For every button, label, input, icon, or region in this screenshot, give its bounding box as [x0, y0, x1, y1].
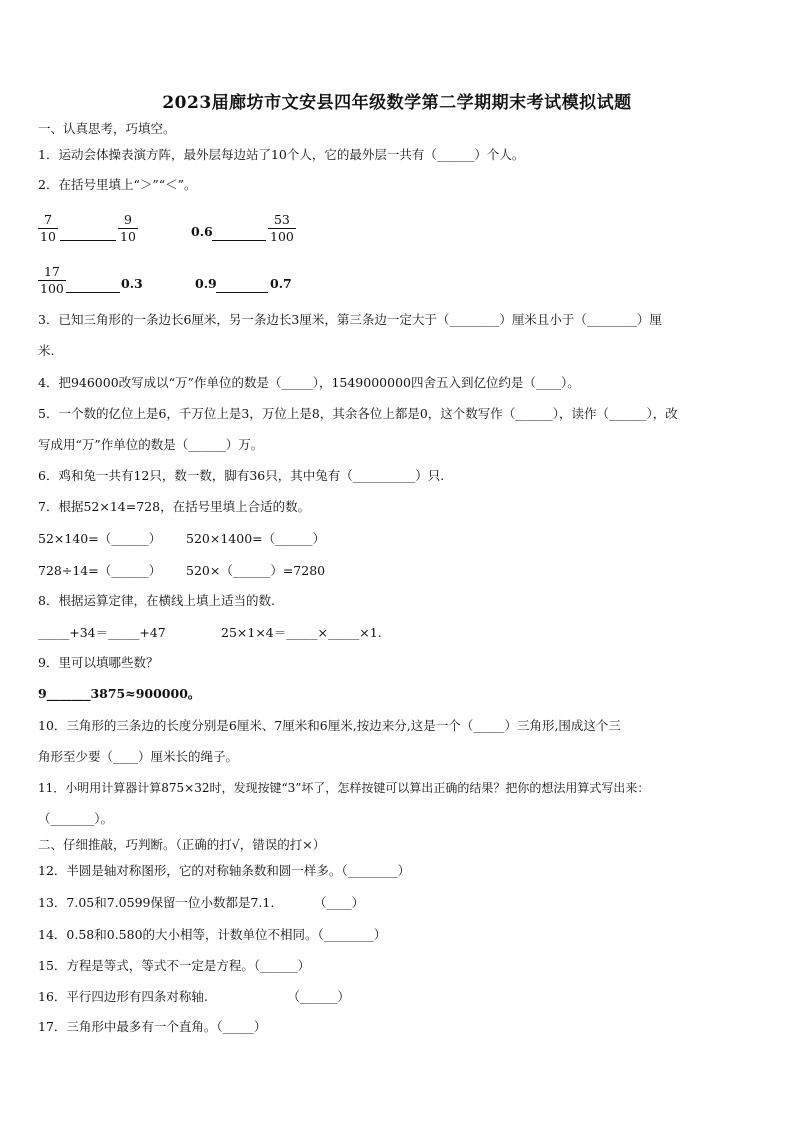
decimal-value: 0.7	[270, 276, 292, 291]
question-9: 9．里可以填哪些数？	[38, 655, 159, 670]
decimal-value: 0.9	[195, 276, 217, 291]
question-6: 6．鸡和兔一共有12只，数一数，脚有36只，其中兔有（__________）只.	[38, 468, 445, 483]
question-11: 11．小明用计算器计算875×32时，发现按键“3”坏了，怎样按键可以算出正确的结果？把你的想法用算式写出来：	[38, 781, 650, 795]
answer-blank[interactable]	[216, 280, 268, 293]
question-12: 12．半圆是轴对称图形，它的对称轴条数和圆一样多。（________）	[38, 863, 411, 878]
fraction: $\frac{7}{10}$	[40, 212, 56, 244]
decimal-value: 0.6	[191, 224, 213, 239]
question-4: 4．把946000改写成以“万”作单位的数是（_____），1549000000四舍五入到亿位约是（____）。	[38, 375, 580, 390]
decimal-value: 0.3	[121, 276, 143, 291]
answer-blank[interactable]	[212, 228, 266, 241]
question-7-item: 520×（______）=7280	[186, 563, 326, 578]
question-7-item: 520×1400=（______）	[186, 531, 326, 546]
question-3-cont: 米.	[38, 343, 55, 358]
question-13: 13．7.05和7.0599保留一位小数都是7.1. （____）	[38, 895, 365, 910]
section-2-heading: 二、仔细推敲，巧判断。（正确的打√，错误的打×）	[38, 837, 326, 852]
question-2-row-a	[38, 212, 438, 252]
question-10: 10．三角形的三条边的长度分别是6厘米、7厘米和6厘米,按边来分,这是一个（_____）三角形,围成这个三	[38, 718, 621, 733]
question-14: 14．0.58和0.580的大小相等，计数单位不相同。（________）	[38, 927, 387, 942]
question-7: 7．根据52×14=728，在括号里填上合适的数。	[38, 499, 311, 514]
question-1: 1．运动会体操表演方阵，最外层每边站了10个人，它的最外层一共有（______）个人。	[38, 147, 525, 162]
question-8-item: _____+34＝_____+47	[38, 625, 166, 640]
answer-blank[interactable]	[66, 280, 120, 293]
answer-blank[interactable]	[60, 228, 116, 241]
question-8-item: 25×1×4＝_____×_____×1.	[221, 625, 382, 640]
question-2: 2．在括号里填上“＞”“＜”。	[38, 177, 197, 192]
fraction: $\frac{9}{10}$	[120, 212, 136, 244]
question-5-cont: 写成用“万”作单位的数是（______）万。	[38, 437, 264, 452]
question-7-item: 52×140=（______）	[38, 531, 162, 546]
question-8: 8．根据运算定律，在横线上填上适当的数.	[38, 593, 275, 608]
question-2-row-b	[38, 264, 438, 304]
question-9-item: 9_______3875≈900000。	[38, 686, 201, 701]
page-title: 2023届廊坊市文安县四年级数学第二学期期末考试模拟试题	[162, 93, 632, 113]
fraction: $\frac{53}{100}$	[270, 212, 294, 244]
section-1-heading: 一、认真思考，巧填空。	[38, 121, 176, 136]
question-15: 15．方程是等式，等式不一定是方程。（______）	[38, 958, 311, 973]
question-11-cont: （_______）。	[38, 811, 114, 826]
question-3: 3．已知三角形的一条边长6厘米，另一条边长3厘米，第三条边一定大于（________）厘米且小于（________）厘	[38, 312, 662, 327]
fraction: $\frac{17}{100}$	[40, 264, 64, 296]
question-16: 16．平行四边形有四条对称轴. （______）	[38, 989, 350, 1004]
question-17: 17．三角形中最多有一个直角。（_____）	[38, 1019, 267, 1034]
question-10-cont: 角形至少要（____）厘米长的绳子。	[38, 749, 239, 764]
question-7-item: 728÷14=（______）	[38, 563, 162, 578]
question-5: 5．一个数的亿位上是6，千万位上是3，万位上是8，其余各位上都是0，这个数写作（______），读作（______），改	[38, 406, 678, 421]
